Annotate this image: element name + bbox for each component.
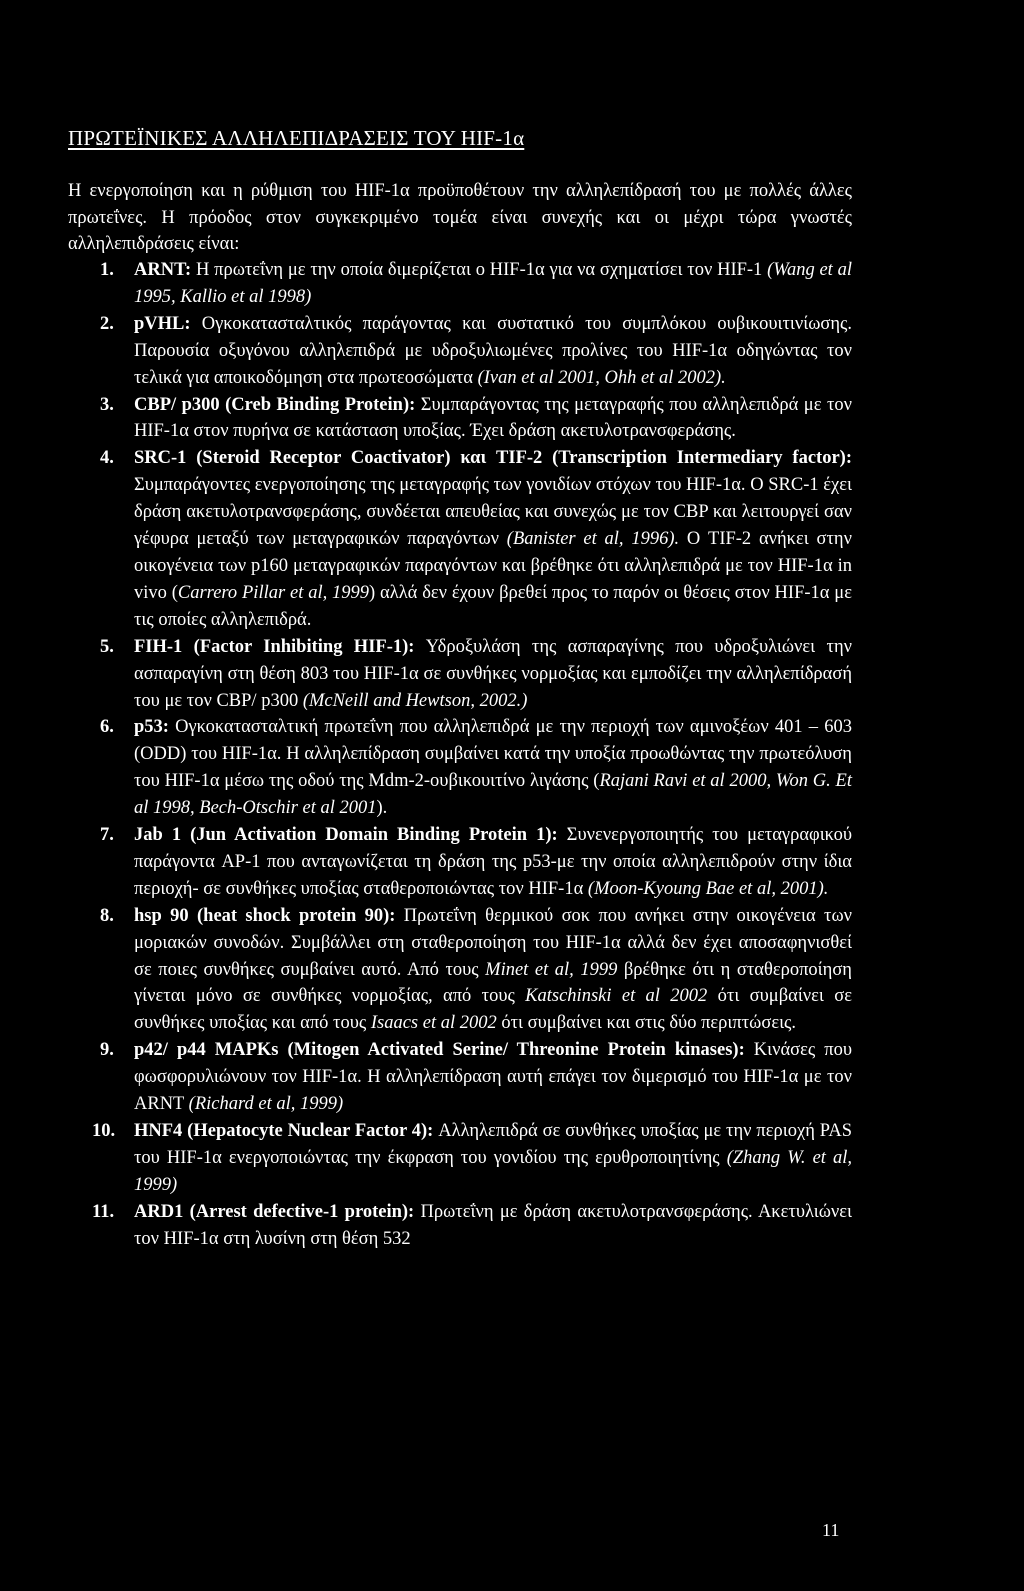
list-item-9	[68, 1037, 852, 1118]
item-term: p42/ p44 MAPKs (Mitogen Activated Serine/ Threonine Protein kinases):	[134, 1040, 745, 1061]
item-text-end: ).	[376, 798, 388, 819]
interaction-list	[68, 257, 852, 1253]
item-text: Πρωτεΐνη με δράση ακετυλοτρανσφεράσης. Ακετυλιώνει τον HIF-1α στη λυσίνη στη θέση 532	[134, 1201, 852, 1249]
item-reference: (Wang et al 1995, Kallio et al 1998)	[134, 260, 852, 307]
item-term: SRC-1 (Steroid Receptor Coactivator) και TIF-2 (Transcription Intermediary factor):	[134, 448, 852, 469]
item-term: ARNT:	[134, 260, 192, 280]
item-text: Ογκοκατασταλτική πρωτεΐνη που αλληλεπιδρά με την περιοχή των αμινοξέων 401 – 603 (ODD) του HIF-1α. Η αλληλεπίδραση συμβαίνει κατά την υποξία προωθώντας την πρωτεόλυση του HIF-1α μέσω της οδού της Mdm-2-ουβικουιτίνο λιγάσης (	[134, 717, 852, 792]
item-term: pVHL:	[134, 313, 191, 334]
item-term: CBP/ p300 (Creb Binding Protein):	[134, 394, 416, 415]
list-item-11	[68, 1199, 852, 1253]
item-text: Συμπαράγοντας της μεταγραφής που αλληλεπιδρά με τον HIF-1α στον πυρήνα σε κατάσταση υποξίας. Έχει δράση ακετυλοτρανσφεράσης.	[134, 394, 852, 442]
item-term: Jab 1 (Jun Activation Domain Binding Protein 1):	[134, 825, 558, 846]
item-text: Η πρωτεΐνη με την οποία διμερίζεται ο HIF-1α για να σχηματίσει τον HIF-1	[191, 260, 768, 280]
intro-paragraph: Η ενεργοποίηση και η ρύθμιση του HIF-1α προϋποθέτουν την αλληλεπίδρασή του με πολλές άλλες πρωτεΐνες. Η πρόοδος στον συγκεκριμένο τομέα είναι συνεχής και οι μέχρι τώρα γνωστές αλληλεπιδράσεις είναι:	[68, 181, 852, 254]
item-term: ARD1 (Arrest defective-1 protein):	[134, 1201, 415, 1222]
list-item-2	[68, 311, 852, 392]
item-text-continued: Ο TIF-2 ανήκει στην οικογένεια των p160 μεταγραφικών παραγόντων και βρέθηκε ότι αλληλεπιδρά με τον HIF-1α in vivo (	[134, 529, 852, 603]
item-text: Πρωτεΐνη θερμικού σοκ που ανήκει στην οικογένεια των μοριακών συνοδών. Συμβάλλει στη σταθεροποίηση του HIF-1α αλλά δεν έχει αποσαφηνισθεί σε ποιες συνθήκες συμβαίνει αυτό. Από τους	[134, 905, 853, 980]
item-term: FIH-1 (Factor Inhibiting HIF-1):	[134, 636, 415, 657]
item-term: p53:	[134, 717, 169, 738]
item-text-end: ότι συμβαίνει και στις δύο περιπτώσεις.	[496, 1013, 797, 1034]
item-reference-2: Katschinski et al 2002	[525, 986, 708, 1007]
item-reference: (Moon-Kyoung Bae et al, 2001).	[587, 878, 829, 899]
item-number: 2.	[100, 313, 114, 334]
item-reference: (Ivan et al 2001, Ohh et al 2002).	[477, 367, 726, 388]
item-text: Συνενεργοποιητής του μεταγραφικού παράγοντα AP-1 που ανταγωνίζεται τη δράση της p53-με την οποία αλληλεπιδρούν στην ίδια περιοχή- σε συνθήκες υποξίας σταθεροποιώντας τον HIF-1α	[134, 825, 853, 899]
item-reference: (Zhang W. et al, 1999)	[134, 1147, 853, 1195]
item-text: Συμπαράγοντες ενεργοποίησης της μεταγραφής των γονιδίων στόχων του HIF-1α. Ο SRC-1 έχει δράση ακετυλοτρανσφεράσης, συνδέεται απευθείας και συνεχώς με τον CBP και λειτουργεί σαν γέφυρα μεταξύ των μεταγραφικών παραγόντων	[134, 475, 852, 550]
item-number: 11.	[92, 1201, 115, 1222]
item-reference: Rajani Ravi et al 2000, Won G. Et al 1998, Bech-Otschir et al 2001	[134, 771, 852, 819]
item-term: HNF4 (Hepatocyte Nuclear Factor 4):	[134, 1121, 434, 1141]
page-number: 11	[822, 1520, 840, 1540]
item-text-continued-2: ότι συμβαίνει σε συνθήκες υποξίας και από τους	[134, 986, 852, 1034]
item-reference: (Banister et al, 1996).	[506, 529, 680, 550]
item-number: 4.	[100, 448, 114, 469]
item-reference-3: Isaacs et al 2002	[370, 1013, 497, 1034]
page-title: ΠΡΩΤΕΪΝΙΚΕΣ ΑΛΛΗΛΕΠΙΔΡΑΣΕΙΣ ΤΟΥ HIF-1α	[68, 126, 525, 150]
list-item-8	[68, 903, 852, 1038]
list-item-1	[68, 257, 852, 311]
list-item-5	[68, 634, 852, 715]
item-text-end: ) αλλά δεν έχουν βρεθεί προς το παρόν οι θέσεις στον HIF-1α με τις οποίες αλληλεπιδρά.	[134, 582, 852, 630]
list-item-4	[68, 445, 852, 633]
item-number: 7.	[100, 825, 114, 846]
list-item-10	[68, 1118, 852, 1199]
item-text-continued: βρέθηκε ότι η σταθεροποίηση γίνεται μόνο σε συνθήκες νορμοξίας, από τους	[134, 959, 852, 1007]
item-text: Κινάσες που φωσφορυλιώνουν τον HIF-1α. Η αλληλεπίδραση αυτή επάγει τον διμερισμό του HIF-1α με τον ARNT	[134, 1040, 852, 1115]
item-reference-2: Carrero Pillar et al, 1999	[177, 582, 370, 603]
list-item-7	[68, 822, 852, 903]
item-number: 8.	[100, 905, 114, 926]
item-reference: (Richard et al, 1999)	[188, 1094, 344, 1115]
item-reference: (McNeill and Hewtson, 2002.)	[302, 690, 528, 711]
item-text: Ογκοκατασταλτικός παράγοντας και συστατικό του συμπλόκου ουβικουιτινίωσης. Παρουσία οξυγόνου αλληλεπιδρά με υδροξυλιωμένες προλίνες του HIF-1α οδηγώντας τον τελικά για αποικοδόμηση στα πρωτεοσώματα	[134, 313, 852, 388]
item-term: hsp 90 (heat shock protein 90):	[134, 905, 396, 926]
item-text: Αλληλεπιδρά σε συνθήκες υποξίας με την περιοχή PAS του HIF-1α ενεργοποιώντας την έκφραση του γονιδίου της ερυθροποιητίνης	[134, 1121, 852, 1168]
list-item-3	[68, 392, 852, 446]
item-number: 9.	[100, 1040, 114, 1061]
item-number: 10.	[92, 1121, 116, 1141]
item-number: 1.	[100, 260, 114, 280]
item-reference: Minet et al, 1999	[485, 959, 618, 980]
item-number: 6.	[100, 717, 114, 738]
item-number: 3.	[100, 394, 114, 415]
list-item-6	[68, 714, 852, 822]
item-text: Υδροξυλάση της ασπαραγίνης που υδροξυλιώνει την ασπαραγίνη στη θέση 803 του HIF-1α σε συνθήκες νορμοξίας και εμποδίζει την αλληλεπίδρασή του με τον CBP/ p300	[134, 636, 852, 711]
item-number: 5.	[100, 636, 114, 657]
